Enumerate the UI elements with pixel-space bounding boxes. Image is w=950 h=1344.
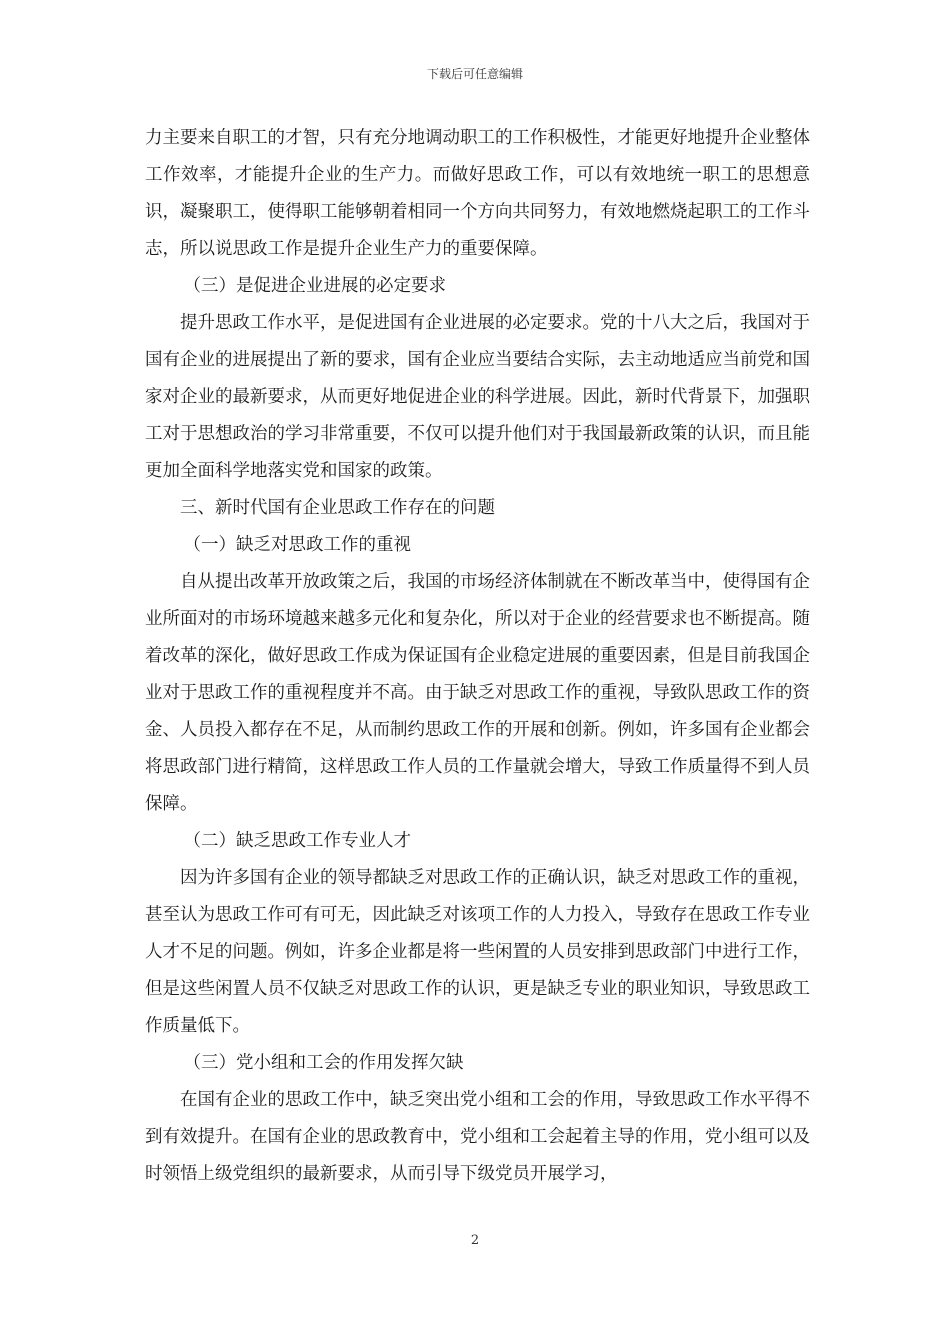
- section-heading-promote-development: （三）是促进企业进展的必定要求: [183, 276, 446, 296]
- section-heading-party-group-union: （三）党小组和工会的作用发挥欠缺: [183, 1053, 464, 1073]
- paragraph: 因为许多国有企业的领导都缺乏对思政工作的正确认识，缺乏对思政工作的重视，甚至认为思政工作可有可无，因此缺乏对该项工作的人力投入，导致存在思政工作专业人才不足的问题。例如，许多企业都是将一些闲置的人员安排到思政部门中进行工作，但是这些闲置人员不仅缺乏对思政工作的认识，更是缺乏专业的职业知识，导致思政工作质量低下。: [145, 868, 810, 1036]
- paragraph: 自从提出改革开放政策之后，我国的市场经济体制就在不断改革当中，使得国有企业所面对的市场环境越来越多元化和复杂化，所以对于企业的经营要求也不断提高。随着改革的深化，做好思政工作成为保证国有企业稳定进展的重要因素，但是目前我国企业对于思政工作的重视程度并不高。由于缺乏对思政工作的重视，导致队思政工作的资金、人员投入都存在不足，从而制约思政工作的开展和创新。例如，许多国有企业都会将思政部门进行精简，这样思政工作人员的工作量就会增大，导致工作质量得不到人员保障。: [145, 572, 810, 814]
- page-number: 2: [470, 1233, 480, 1248]
- chapter-heading-problems: 三、新时代国有企业思政工作存在的问题: [180, 498, 495, 518]
- document-body: [145, 120, 810, 1193]
- paragraph: 在国有企业的思政工作中，缺乏突出党小组和工会的作用，导致思政工作水平得不到有效提升。在国有企业的思政教育中，党小组和工会起着主导的作用，党小组可以及时领悟上级党组织的最新要求，从而引导下级党员开展学习，: [145, 1090, 810, 1184]
- paragraph-continued: 力主要来自职工的才智，只有充分地调动职工的工作积极性，才能更好地提升企业整体工作效率，才能提升企业的生产力。而做好思政工作，可以有效地统一职工的思想意识，凝聚职工，使得职工能够朝着相同一个方向共同努力，有效地燃烧起职工的工作斗志，所以说思政工作是提升企业生产力的重要保障。: [145, 128, 810, 259]
- section-heading-lack-of-talent: （二）缺乏思政工作专业人才: [183, 831, 411, 851]
- section-heading-lack-of-attention: （一）缺乏对思政工作的重视: [183, 535, 411, 555]
- paragraph: 提升思政工作水平，是促进国有企业进展的必定要求。党的十八大之后，我国对于国有企业的进展提出了新的要求，国有企业应当要结合实际，去主动地适应当前党和国家对企业的最新要求，从而更好地促进企业的科学进展。因此，新时代背景下，加强职工对于思想政治的学习非常重要，不仅可以提升他们对于我国最新政策的认识，而且能更加全面科学地落实党和国家的政策。: [145, 313, 810, 481]
- page-header: 下载后可任意编辑: [426, 67, 523, 81]
